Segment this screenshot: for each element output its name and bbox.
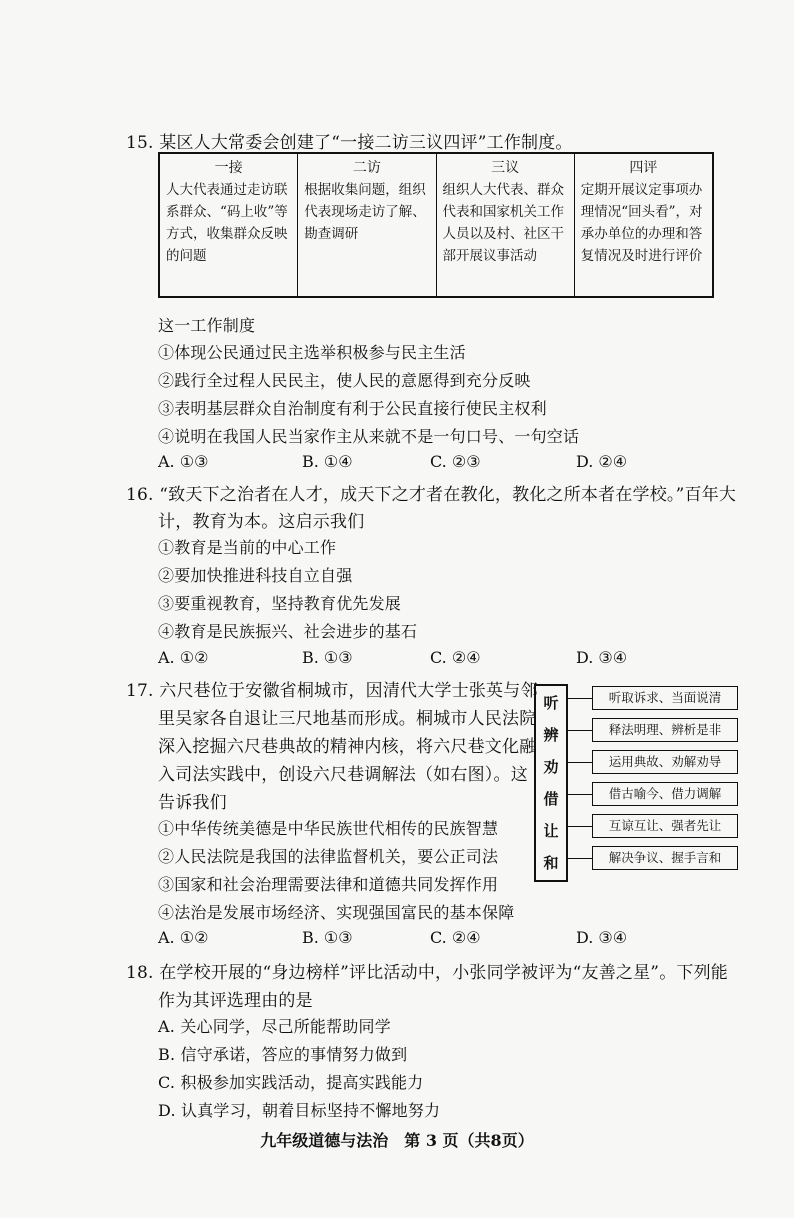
q16-option-d: D. ③④ xyxy=(576,648,628,667)
q15-cell-head: 二访 xyxy=(352,160,381,176)
q17-item-2: ②人民法院是我国的法律监督机关，要公正司法 xyxy=(158,847,499,866)
diagram-box: 运用典故、劝解劝导 xyxy=(592,750,738,774)
q16-stem-line-1: 16. “致天下之治者在人才，成天下之才者在教化，教化之所本者在学校。”百年大 xyxy=(126,485,737,505)
q15-cell-1 xyxy=(160,154,298,296)
diagram-char: 和 xyxy=(543,854,559,872)
q15-cell-body: 定期开展议定事项办理情况“回头看”，对承办单位的办理和答复情况及时进行评价 xyxy=(580,182,703,264)
q16-stem-line-2: 计，教育为本。这启示我们 xyxy=(158,512,365,532)
q17-stem-line-2: 里吴家各自退让三尺地基而形成。桐城市人民法院 xyxy=(158,709,537,729)
q16-item-1: ①教育是当前的中心工作 xyxy=(158,538,337,557)
diagram-connector xyxy=(568,858,592,859)
q15-cell-body: 组织人大代表、群众代表和国家机关工作人员以及村、社区干部开展议事活动 xyxy=(442,182,564,264)
q17-stem-line-3: 深入挖掘六尺巷典故的精神内核，将六尺巷文化融 xyxy=(158,737,537,757)
q18-option-a: A. 关心同学，尽己所能帮助同学 xyxy=(158,1017,391,1036)
diagram-char-column xyxy=(534,684,568,882)
q17-stem-line-4: 入司法实践中，创设六尺巷调解法（如右图）。这 xyxy=(158,765,528,785)
q17-item-3: ③国家和社会治理需要法律和道德共同发挥作用 xyxy=(158,875,499,894)
q17-diagram xyxy=(528,680,742,888)
q17-item-4: ④法治是发展市场经济、实现强国富民的基本保障 xyxy=(158,903,515,922)
q17-option-c: C. ②④ xyxy=(430,928,481,947)
q15-cell-2 xyxy=(298,154,436,296)
q18-stem-line-2: 作为其评选理由的是 xyxy=(158,991,313,1011)
q15-lead: 这一工作制度 xyxy=(158,316,256,335)
q16-item-2: ②要加快推进科技自立自强 xyxy=(158,566,353,585)
q17-stem-line-1: 17. 六尺巷位于安徽省桐城市，因清代大学士张英与邻 xyxy=(126,681,538,701)
q15-table xyxy=(158,152,714,298)
q15-item-4: ④说明在我国人民当家作主从来就不是一句口号、一句空话 xyxy=(158,427,580,446)
diagram-connector xyxy=(568,730,592,731)
q16-item-4: ④教育是民族振兴、社会进步的基石 xyxy=(158,622,418,641)
q15-option-c: C. ②③ xyxy=(430,452,481,471)
diagram-connector xyxy=(568,794,592,795)
q15-cell-4 xyxy=(575,154,712,296)
q17-option-a: A. ①② xyxy=(158,928,209,947)
q15-cell-body: 人大代表通过走访联系群众、“码上收”等方式，收集群众反映的问题 xyxy=(166,182,288,264)
q15-cell-body: 根据收集问题，组织代表现场走访了解、勘查调研 xyxy=(304,182,426,242)
diagram-char: 让 xyxy=(543,822,559,840)
diagram-char: 辨 xyxy=(543,726,559,744)
q15-option-b: B. ①④ xyxy=(302,452,353,471)
q15-item-2: ②践行全过程人民民主，使人民的意愿得到充分反映 xyxy=(158,371,531,390)
q16-option-b: B. ①③ xyxy=(302,648,353,667)
diagram-box: 互谅互让、强者先让 xyxy=(592,814,738,838)
q15-cell-3 xyxy=(437,154,575,296)
diagram-char: 劝 xyxy=(543,758,559,776)
q18-option-c: C. 积极参加实践活动，提高实践能力 xyxy=(158,1073,424,1092)
q16-item-3: ③要重视教育，坚持教育优先发展 xyxy=(158,594,402,613)
diagram-connector xyxy=(568,698,592,699)
diagram-box: 借古喻今、借力调解 xyxy=(592,782,738,806)
diagram-connector xyxy=(568,826,592,827)
q18-option-d: D. 认真学习，朝着目标坚持不懈地努力 xyxy=(158,1101,441,1120)
q15-item-3: ③表明基层群众自治制度有利于公民直接行使民主权利 xyxy=(158,399,547,418)
diagram-box: 释法明理、辨析是非 xyxy=(592,718,738,742)
page-footer: 九年级道德与法治 第 3 页（共8页） xyxy=(260,1131,534,1150)
q15-option-a: A. ①③ xyxy=(158,452,209,471)
q15-cell-head: 一接 xyxy=(214,160,243,176)
q15-stem: 15. 某区人大常委会创建了“一接二访三议四评”工作制度。 xyxy=(126,133,573,153)
q15-cell-head: 三议 xyxy=(491,160,520,176)
diagram-box: 听取诉求、当面说清 xyxy=(592,686,738,710)
diagram-char: 借 xyxy=(543,790,559,808)
q15-option-d: D. ②④ xyxy=(576,452,628,471)
q17-option-d: D. ③④ xyxy=(576,928,628,947)
diagram-box: 解决争议、握手言和 xyxy=(592,846,738,870)
q17-item-1: ①中华传统美德是中华民族世代相传的民族智慧 xyxy=(158,819,499,838)
q18-option-b: B. 信守承诺，答应的事情努力做到 xyxy=(158,1045,408,1064)
diagram-char: 听 xyxy=(543,694,559,712)
q16-option-a: A. ①② xyxy=(158,648,209,667)
q15-item-1: ①体现公民通过民主选举积极参与民主生活 xyxy=(158,343,466,362)
q17-option-b: B. ①③ xyxy=(302,928,353,947)
q15-cell-head: 四评 xyxy=(629,160,658,176)
q18-stem-line-1: 18. 在学校开展的“身边榜样”评比活动中，小张同学被评为“友善之星”。下列能 xyxy=(126,963,729,983)
q17-stem-line-5: 告诉我们 xyxy=(158,793,227,813)
q16-option-c: C. ②④ xyxy=(430,648,481,667)
diagram-connector xyxy=(568,762,592,763)
